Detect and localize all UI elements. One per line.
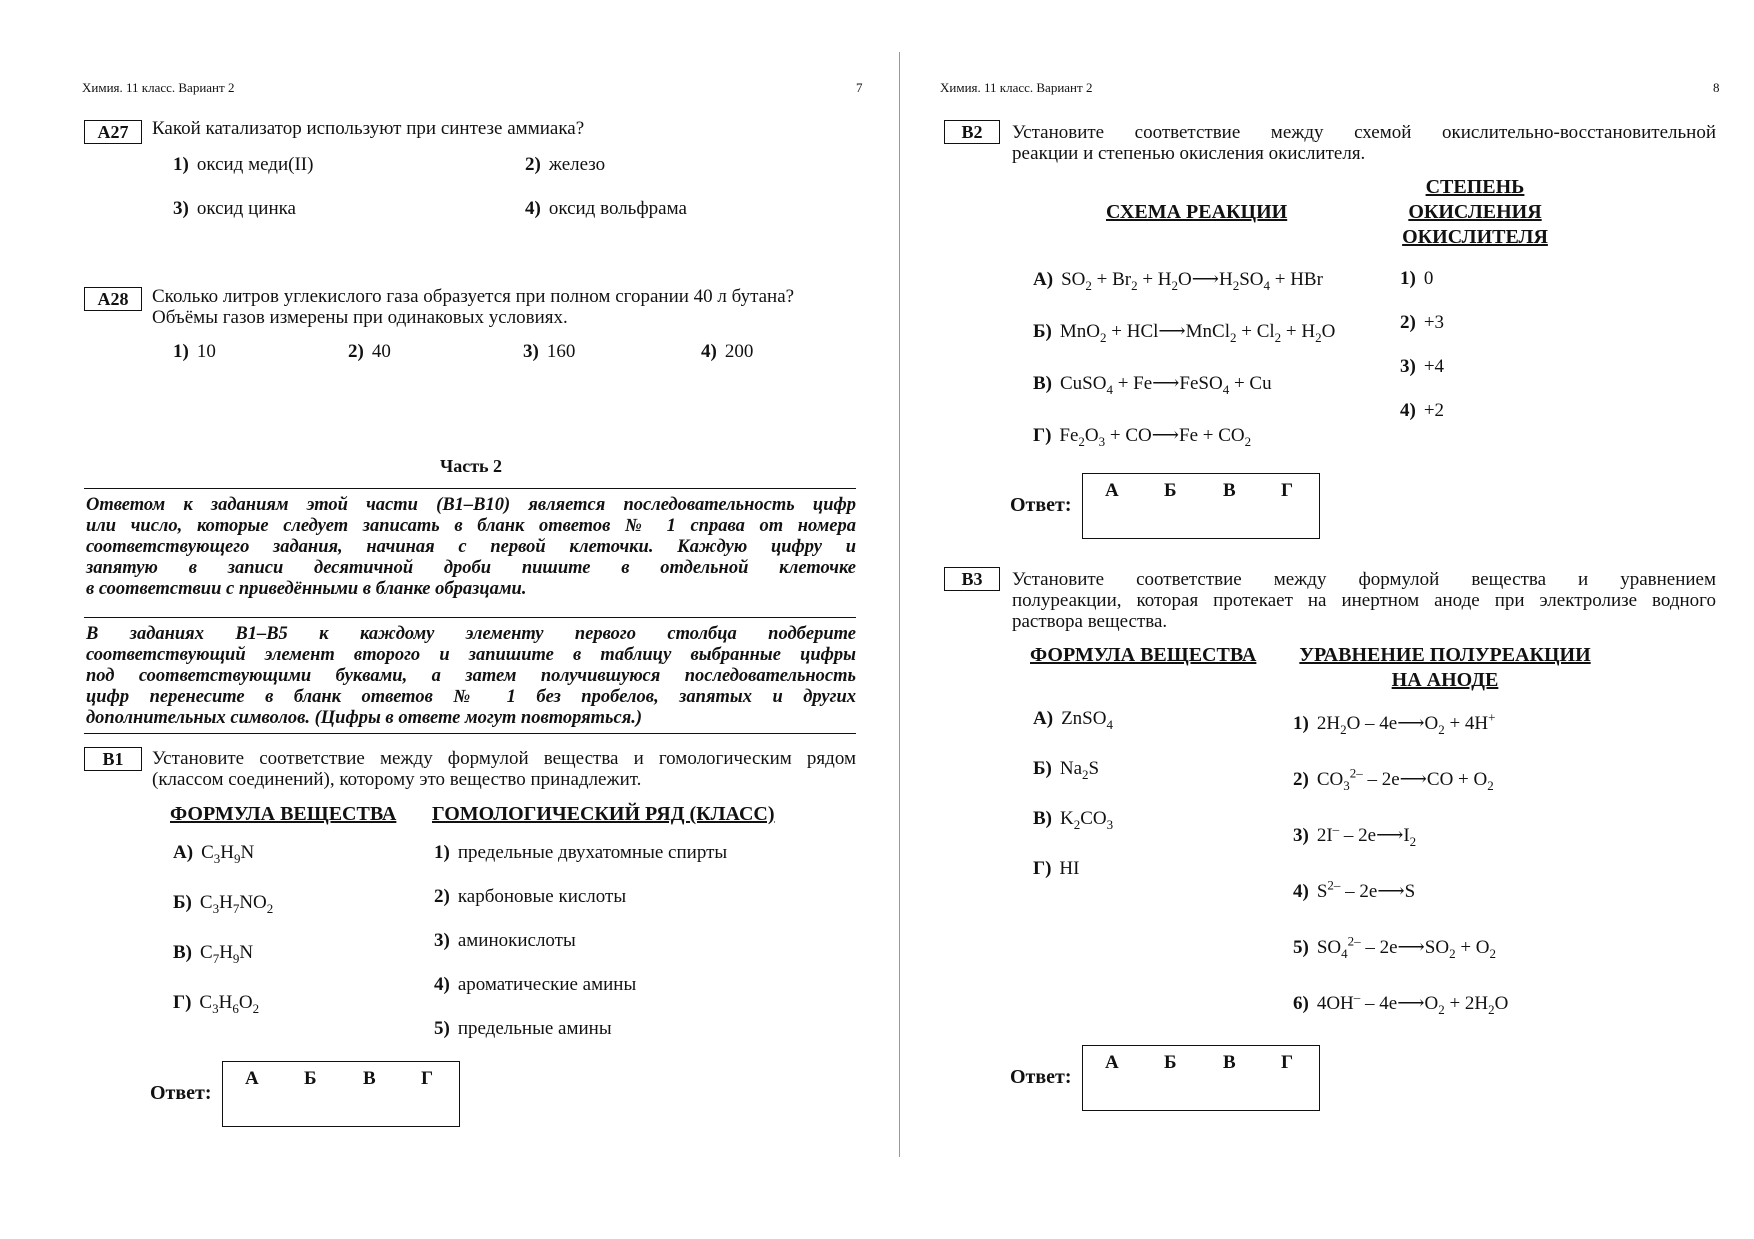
a27-option-4: 4) оксид вольфрама bbox=[525, 198, 687, 219]
b1-question-line1: Установите соответствие между формулой вещества и гомологическим рядом bbox=[152, 748, 856, 769]
answer-letter: Г bbox=[1281, 480, 1294, 501]
b3-right-item: 6) $4OH^- - 4e⟶O_2 + 2H_2O$ bbox=[1293, 989, 1509, 1017]
b3-right-item: 5) $SO_4^{2-}$ – $2e⟶SO_2 + O_2$ bbox=[1293, 933, 1497, 961]
b1-right-item: 1) предельные двухатомные спирты bbox=[434, 842, 728, 863]
answer-letter: Б bbox=[1164, 1052, 1177, 1073]
b2-column-oxidation-header: СТЕПЕНЬ ОКИСЛЕНИЯ ОКИСЛИТЕЛЯ bbox=[1402, 176, 1548, 248]
b1-left-item: В) $C_7H_9N$ bbox=[173, 942, 254, 966]
b1-right-item: 2) карбоновые кислоты bbox=[434, 886, 627, 907]
answer-letter: Г bbox=[421, 1068, 434, 1089]
b2-right-item: 2) +3 bbox=[1400, 312, 1445, 333]
b2-question-line2: реакции и степенью окисления окислителя. bbox=[1012, 143, 1366, 164]
b3-left-item: А) ZnSO$_4$ bbox=[1033, 708, 1113, 732]
part2-instruction-2: В заданиях В1–В5 к каждому элементу первого столбца подберите соответствующий элемент второго и запишите в таблицу выбранные цифры под соответствующими буквами, а затем получившуюся последовательность цифр перенесите в бланк ответов № 1 без пробелов, запятых и других дополнительных символов. (Цифры в ответе могут повторяться.) bbox=[86, 624, 856, 728]
b2-question-line1: Установите соответствие между схемой окислительно-восстановительной bbox=[1012, 122, 1716, 143]
b2-column-reaction-header: СХЕМА РЕАКЦИИ bbox=[1106, 201, 1288, 223]
part2-divider-top bbox=[84, 488, 856, 489]
answer-letter: Б bbox=[1164, 480, 1177, 501]
answer-letter: В bbox=[1223, 1052, 1236, 1073]
b3-left-item: В) $K_2CO_3$ bbox=[1033, 808, 1114, 832]
right-page-number: 8 bbox=[1713, 80, 1720, 95]
b1-column-formula-header: ФОРМУЛА ВЕЩЕСТВА bbox=[170, 803, 397, 825]
b1-left-item: А) $C_3H_9N$ bbox=[173, 842, 255, 866]
a28-option-2: 2) 40 bbox=[348, 341, 391, 362]
b3-column-equation-header: УРАВНЕНИЕ ПОЛУРЕАКЦИИ НА АНОДЕ bbox=[1299, 644, 1591, 691]
b3-question-line2: полуреакции, которая протекает на инертном аноде при электролизе водного bbox=[1012, 590, 1716, 611]
answer-letter: А bbox=[1105, 1052, 1119, 1073]
a28-option-1: 1) 10 bbox=[173, 341, 216, 362]
left-page-number: 7 bbox=[856, 80, 863, 95]
part2-divider-bottom bbox=[84, 733, 856, 734]
b1-right-item: 5) предельные амины bbox=[434, 1018, 612, 1039]
task-tag-b2: В2 bbox=[944, 120, 1000, 144]
b3-column-formula-header: ФОРМУЛА ВЕЩЕСТВА bbox=[1030, 644, 1257, 666]
page-divider bbox=[899, 52, 900, 1157]
b1-answer-box[interactable] bbox=[222, 1061, 460, 1127]
answer-letter: А bbox=[245, 1068, 259, 1089]
b2-left-item: Г) $Fe_2O_3$ + CO⟶Fe + $CO_2$ bbox=[1033, 425, 1252, 449]
b2-answer-label: Ответ: bbox=[1010, 494, 1072, 516]
b3-right-item: 2) $CO_3^{2-}$ – 2e⟶CO + $O_2$ bbox=[1293, 765, 1494, 793]
part2-divider-middle bbox=[84, 617, 856, 618]
b3-question-line3: раствора вещества. bbox=[1012, 611, 1168, 632]
task-tag-a28: А28 bbox=[84, 287, 142, 311]
task-tag-b1: В1 bbox=[84, 747, 142, 771]
b1-question-line2: (классом соединений), которому это вещество принадлежит. bbox=[152, 769, 642, 790]
right-page-header: Химия. 11 класс. Вариант 2 bbox=[940, 80, 1093, 95]
b3-question-line1: Установите соответствие между формулой вещества и уравнением bbox=[1012, 569, 1716, 590]
a28-option-3: 3) 160 bbox=[523, 341, 576, 362]
b2-right-item: 4) +2 bbox=[1400, 400, 1445, 421]
b3-left-item: Г) HI bbox=[1033, 858, 1080, 879]
answer-letter: Б bbox=[304, 1068, 317, 1089]
a28-question-line1: Сколько литров углекислого газа образуется при полном сгорании 40 л бутана? bbox=[152, 286, 795, 307]
answer-letter: Г bbox=[1281, 1052, 1294, 1073]
b2-right-item: 3) +4 bbox=[1400, 356, 1445, 377]
answer-letter: В bbox=[363, 1068, 376, 1089]
answer-letter: А bbox=[1105, 480, 1119, 501]
b1-column-class-header: ГОМОЛОГИЧЕСКИЙ РЯД (КЛАСС) bbox=[432, 803, 775, 825]
b1-answer-label: Ответ: bbox=[150, 1082, 212, 1104]
b1-left-item: Г) $C_3H_6O_2$ bbox=[173, 992, 260, 1016]
a28-option-4: 4) 200 bbox=[701, 341, 754, 362]
b1-right-item: 3) аминокислоты bbox=[434, 930, 576, 951]
b3-answer-box[interactable] bbox=[1082, 1045, 1320, 1111]
b2-left-item: Б) MnO$_2$ + HCl⟶MnCl$_2$ + $Cl_2 + H_2O$ bbox=[1033, 321, 1336, 345]
a27-question: Какой катализатор используют при синтезе аммиака? bbox=[152, 118, 585, 139]
b3-right-item: 4) $S^{2-}$ – 2e⟶S bbox=[1293, 877, 1416, 902]
b3-right-item: 1) $2H_2O$ – $4e⟶O_2 + 4H^+$ bbox=[1293, 709, 1496, 737]
b1-right-item: 4) ароматические амины bbox=[434, 974, 637, 995]
a28-question-line2: Объёмы газов измерены при одинаковых условиях. bbox=[152, 307, 568, 328]
b3-left-item: Б) $Na_2S$ bbox=[1033, 758, 1100, 782]
b3-answer-label: Ответ: bbox=[1010, 1066, 1072, 1088]
b1-left-item: Б) $C_3H_7NO_2$ bbox=[173, 892, 274, 916]
b2-right-item: 1) 0 bbox=[1400, 268, 1434, 289]
part2-title: Часть 2 bbox=[440, 456, 503, 476]
task-tag-a27: А27 bbox=[84, 120, 142, 144]
task-tag-b3: В3 bbox=[944, 567, 1000, 591]
b3-right-item: 3) $2I^- - 2e⟶I_2$ bbox=[1293, 821, 1417, 849]
a27-option-3: 3) оксид цинка bbox=[173, 198, 296, 219]
b2-left-item: А) $SO_2 + Br_2$ + $H_2O⟶H_2SO_4$ + HBr bbox=[1033, 269, 1323, 293]
b2-left-item: В) CuSO$_4$ + Fe⟶FeSO$_4$ + Cu bbox=[1033, 373, 1272, 397]
part2-instruction-1: Ответом к заданиям этой части (В1–В10) является последовательность цифр или число, которые следует записать в бланк ответов № 1 справа от номера соответствующего задания, начиная с первой клеточки. Каждую цифру и запятую в записи десятичной дроби пишите в отдельной клеточке в соответствии с приведёнными в бланке образцами. bbox=[86, 495, 856, 599]
answer-letter: В bbox=[1223, 480, 1236, 501]
b2-answer-box[interactable] bbox=[1082, 473, 1320, 539]
left-page-header: Химия. 11 класс. Вариант 2 bbox=[82, 80, 235, 95]
a27-option-2: 2) железо bbox=[525, 154, 606, 175]
a27-option-1: 1) оксид меди(II) bbox=[173, 154, 314, 175]
